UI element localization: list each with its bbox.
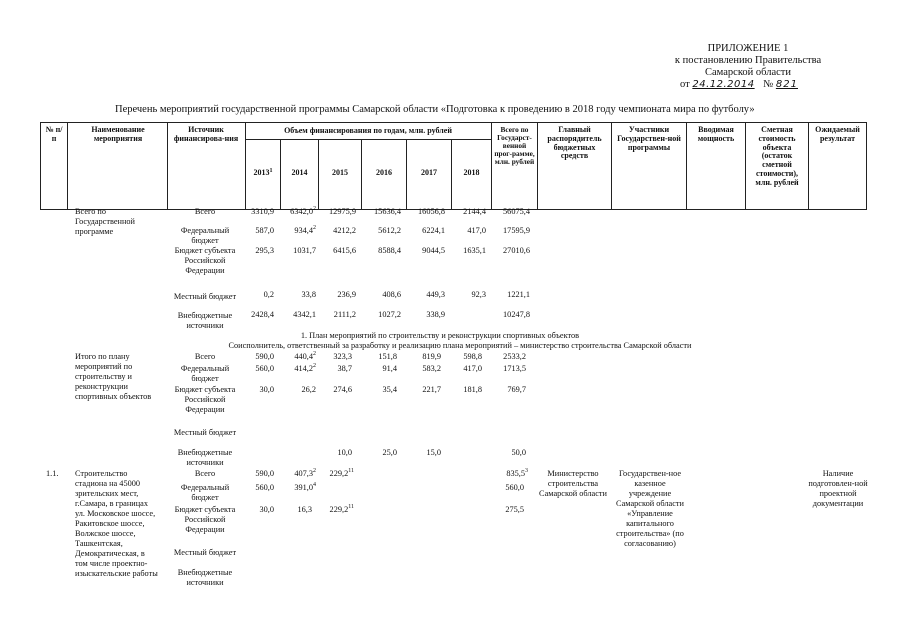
cell: 15636,4 xyxy=(374,207,401,216)
appendix-title: ПРИЛОЖЕНИЕ 1 xyxy=(707,43,789,54)
cell: 391,0$^4$ xyxy=(294,482,316,492)
cell: 2144,4 xyxy=(463,207,486,216)
cell: 6224,1 xyxy=(422,226,445,235)
appendix-line2: Самарской области xyxy=(705,67,791,79)
cell: 1635,1 xyxy=(463,246,486,255)
cell: 35,4 xyxy=(382,385,397,394)
cell: 590,0 xyxy=(255,352,274,361)
section-title: 1. План мероприятий по строительству и реконструкции спортивных объектов xyxy=(300,331,580,340)
source-fed: Федеральный бюджет xyxy=(180,364,230,383)
cell: 16056,8 xyxy=(418,207,445,216)
cell: 1221,1 xyxy=(507,290,530,299)
cell: 598,8 xyxy=(463,352,482,361)
cell: 583,2 xyxy=(422,364,441,373)
cell: 560,0 xyxy=(255,483,274,492)
cell: 407,3$^2$ xyxy=(294,468,316,478)
item-participants: Государствен-ное казенное учреждение Самарской области «Управление капитального строительства» (по согласованию) xyxy=(616,469,684,548)
cell: 417,0 xyxy=(467,226,486,235)
header-year-2016: 2016 xyxy=(376,168,392,177)
cell: 229,2$^{11}$ xyxy=(329,468,354,478)
source-reg: Бюджет субъекта Российской Федерации xyxy=(174,246,236,275)
cell: 769,7 xyxy=(507,385,526,394)
header-source: Источник финансирова-ния xyxy=(173,125,239,143)
cell: 236,9 xyxy=(337,290,356,299)
header-year-2013: 2013$^1$ xyxy=(253,168,273,177)
num-prefix: № xyxy=(763,79,774,91)
cell: 4342,1 xyxy=(293,310,316,319)
date-prefix: от xyxy=(680,79,690,91)
cell: 17595,9 xyxy=(503,226,530,235)
source-reg: Бюджет субъекта Российской Федерации xyxy=(174,385,236,414)
header-volume: Объем финансирования по годам, млн. рублей xyxy=(284,126,452,135)
cell: 27010,6 xyxy=(503,246,530,255)
source-fed: Федеральный бюджет xyxy=(180,483,230,502)
header-estimate: Сметная стоимость объекта (остаток сметной стоимости), млн. рублей xyxy=(755,125,799,187)
cell: 25,0 xyxy=(382,448,397,457)
cell: 12975,9 xyxy=(329,207,356,216)
appendix-block xyxy=(658,43,838,91)
cell: 5612,2 xyxy=(378,226,401,235)
cell: 8588,4 xyxy=(378,246,401,255)
cell: 275,5 xyxy=(505,505,524,514)
cell: 3310,9 xyxy=(251,207,274,216)
cell: 38,7 xyxy=(337,364,352,373)
cell: 835,5$^3$ xyxy=(506,468,528,478)
document-title: Перечень мероприятий государственной программы Самарской области «Подготовка к проведению в 2018 году чемпионата мира по футболу» xyxy=(115,104,755,115)
header-capacity: Вводимая мощность xyxy=(697,125,735,143)
cell: 338,9 xyxy=(426,310,445,319)
cell: 4212,2 xyxy=(333,226,356,235)
header-num: № п/п xyxy=(45,125,63,143)
item-name: Строительство стадиона на 45000 зрительских мест, г.Самара, в границах ул. Московское шоссе, Ракитовское шоссе, Волжское шоссе, Ташкентская, Демократическая, в том числе проектно-изыскательские работы xyxy=(75,469,158,578)
appendix-date-line xyxy=(658,79,838,91)
header-year-2014: 2014 xyxy=(291,168,308,177)
cell: 91,4 xyxy=(382,364,397,373)
source-local: Местный бюджет xyxy=(173,292,237,301)
cell: 295,3 xyxy=(255,246,274,255)
cell: 56075,4 xyxy=(503,207,530,216)
source-reg: Бюджет субъекта Российской Федерации xyxy=(174,505,236,534)
cell: 229,2$^{11}$ xyxy=(329,504,354,514)
appendix-number: 821 xyxy=(775,79,798,91)
appendix-line1: к постановлению Правительства xyxy=(674,55,822,67)
header-year-2015: 2015 xyxy=(332,168,348,177)
cell: 934,4$^2$ xyxy=(294,225,316,235)
source-all: Всего xyxy=(194,352,216,361)
cell: 1031,7 xyxy=(293,246,316,255)
source-fed: Федеральный бюджет xyxy=(180,226,230,245)
cell: 587,0 xyxy=(255,226,274,235)
cell: 417,0 xyxy=(463,364,482,373)
cell: 560,0 xyxy=(505,483,524,492)
source-extra: Внебюджетные источники xyxy=(177,448,233,467)
header-year-2017: 2017 xyxy=(421,168,437,177)
item-number: 1.1. xyxy=(46,469,59,478)
item-manager: Министерство строительства Самарской области xyxy=(539,469,607,498)
cell: 10247,8 xyxy=(503,310,530,319)
header-year-2018: 2018 xyxy=(463,168,480,177)
source-local: Местный бюджет xyxy=(173,428,237,437)
header-result: Ожидаемый результат xyxy=(815,125,860,143)
cell: 221,7 xyxy=(422,385,441,394)
cell: 16,3 xyxy=(297,505,312,514)
appendix-date: 24.12.2014 xyxy=(692,79,755,91)
cell: 6342,0$^2$ xyxy=(290,206,316,216)
cell: 0,2 xyxy=(263,290,274,299)
cell: 414,2$^2$ xyxy=(294,363,316,373)
cell: 2533,2 xyxy=(503,352,526,361)
cell: 6415,6 xyxy=(333,246,356,255)
source-extra: Внебюджетные источники xyxy=(177,568,233,587)
source-all: Всего xyxy=(194,469,216,478)
item-result: Наличие подготовлен-ной проектной документации xyxy=(808,469,868,508)
header-manager: Главный распорядитель бюджетных средств xyxy=(547,125,602,161)
cell: 181,8 xyxy=(463,385,482,394)
program-total-label: Всего по Государственной программе xyxy=(75,207,136,236)
cell: 33,8 xyxy=(301,290,316,299)
source-local: Местный бюджет xyxy=(173,548,237,557)
cell: 560,0 xyxy=(255,364,274,373)
cell: 1027,2 xyxy=(378,310,401,319)
section-executor: Соисполнитель, ответственный за разработку и реализацию плана мероприятий – министерство строительства Самарской области xyxy=(228,341,692,350)
cell: 274,6 xyxy=(333,385,352,394)
cell: 30,0 xyxy=(259,505,274,514)
header-name: Наименование мероприятия xyxy=(91,125,145,143)
cell: 2111,2 xyxy=(333,310,356,319)
cell: 92,3 xyxy=(471,290,486,299)
cell: 1713,5 xyxy=(503,364,526,373)
cell: 323,3 xyxy=(333,352,352,361)
cell: 15,0 xyxy=(426,448,441,457)
cell: 449,3 xyxy=(426,290,445,299)
cell: 440,4$^2$ xyxy=(294,351,316,361)
cell: 819,9 xyxy=(422,352,441,361)
source-all: Всего xyxy=(194,207,216,216)
cell: 30,0 xyxy=(259,385,274,394)
header-participants: Участники Государствен-ной программы xyxy=(617,125,681,152)
source-extra: Внебюджетные источники xyxy=(177,311,233,330)
cell: 2428,4 xyxy=(251,310,274,319)
cell: 10,0 xyxy=(337,448,352,457)
header-total: Всего по Государст-венной прог-рамме, млн. рублей xyxy=(494,125,535,167)
cell: 50,0 xyxy=(511,448,526,457)
cell: 9044,5 xyxy=(422,246,445,255)
cell: 26,2 xyxy=(301,385,316,394)
cell: 408,6 xyxy=(382,290,401,299)
plan-total-label: Итого по плану мероприятий по строительству и реконструкции спортивных объектов xyxy=(75,352,152,401)
cell: 151,8 xyxy=(378,352,397,361)
cell: 590,0 xyxy=(255,469,274,478)
